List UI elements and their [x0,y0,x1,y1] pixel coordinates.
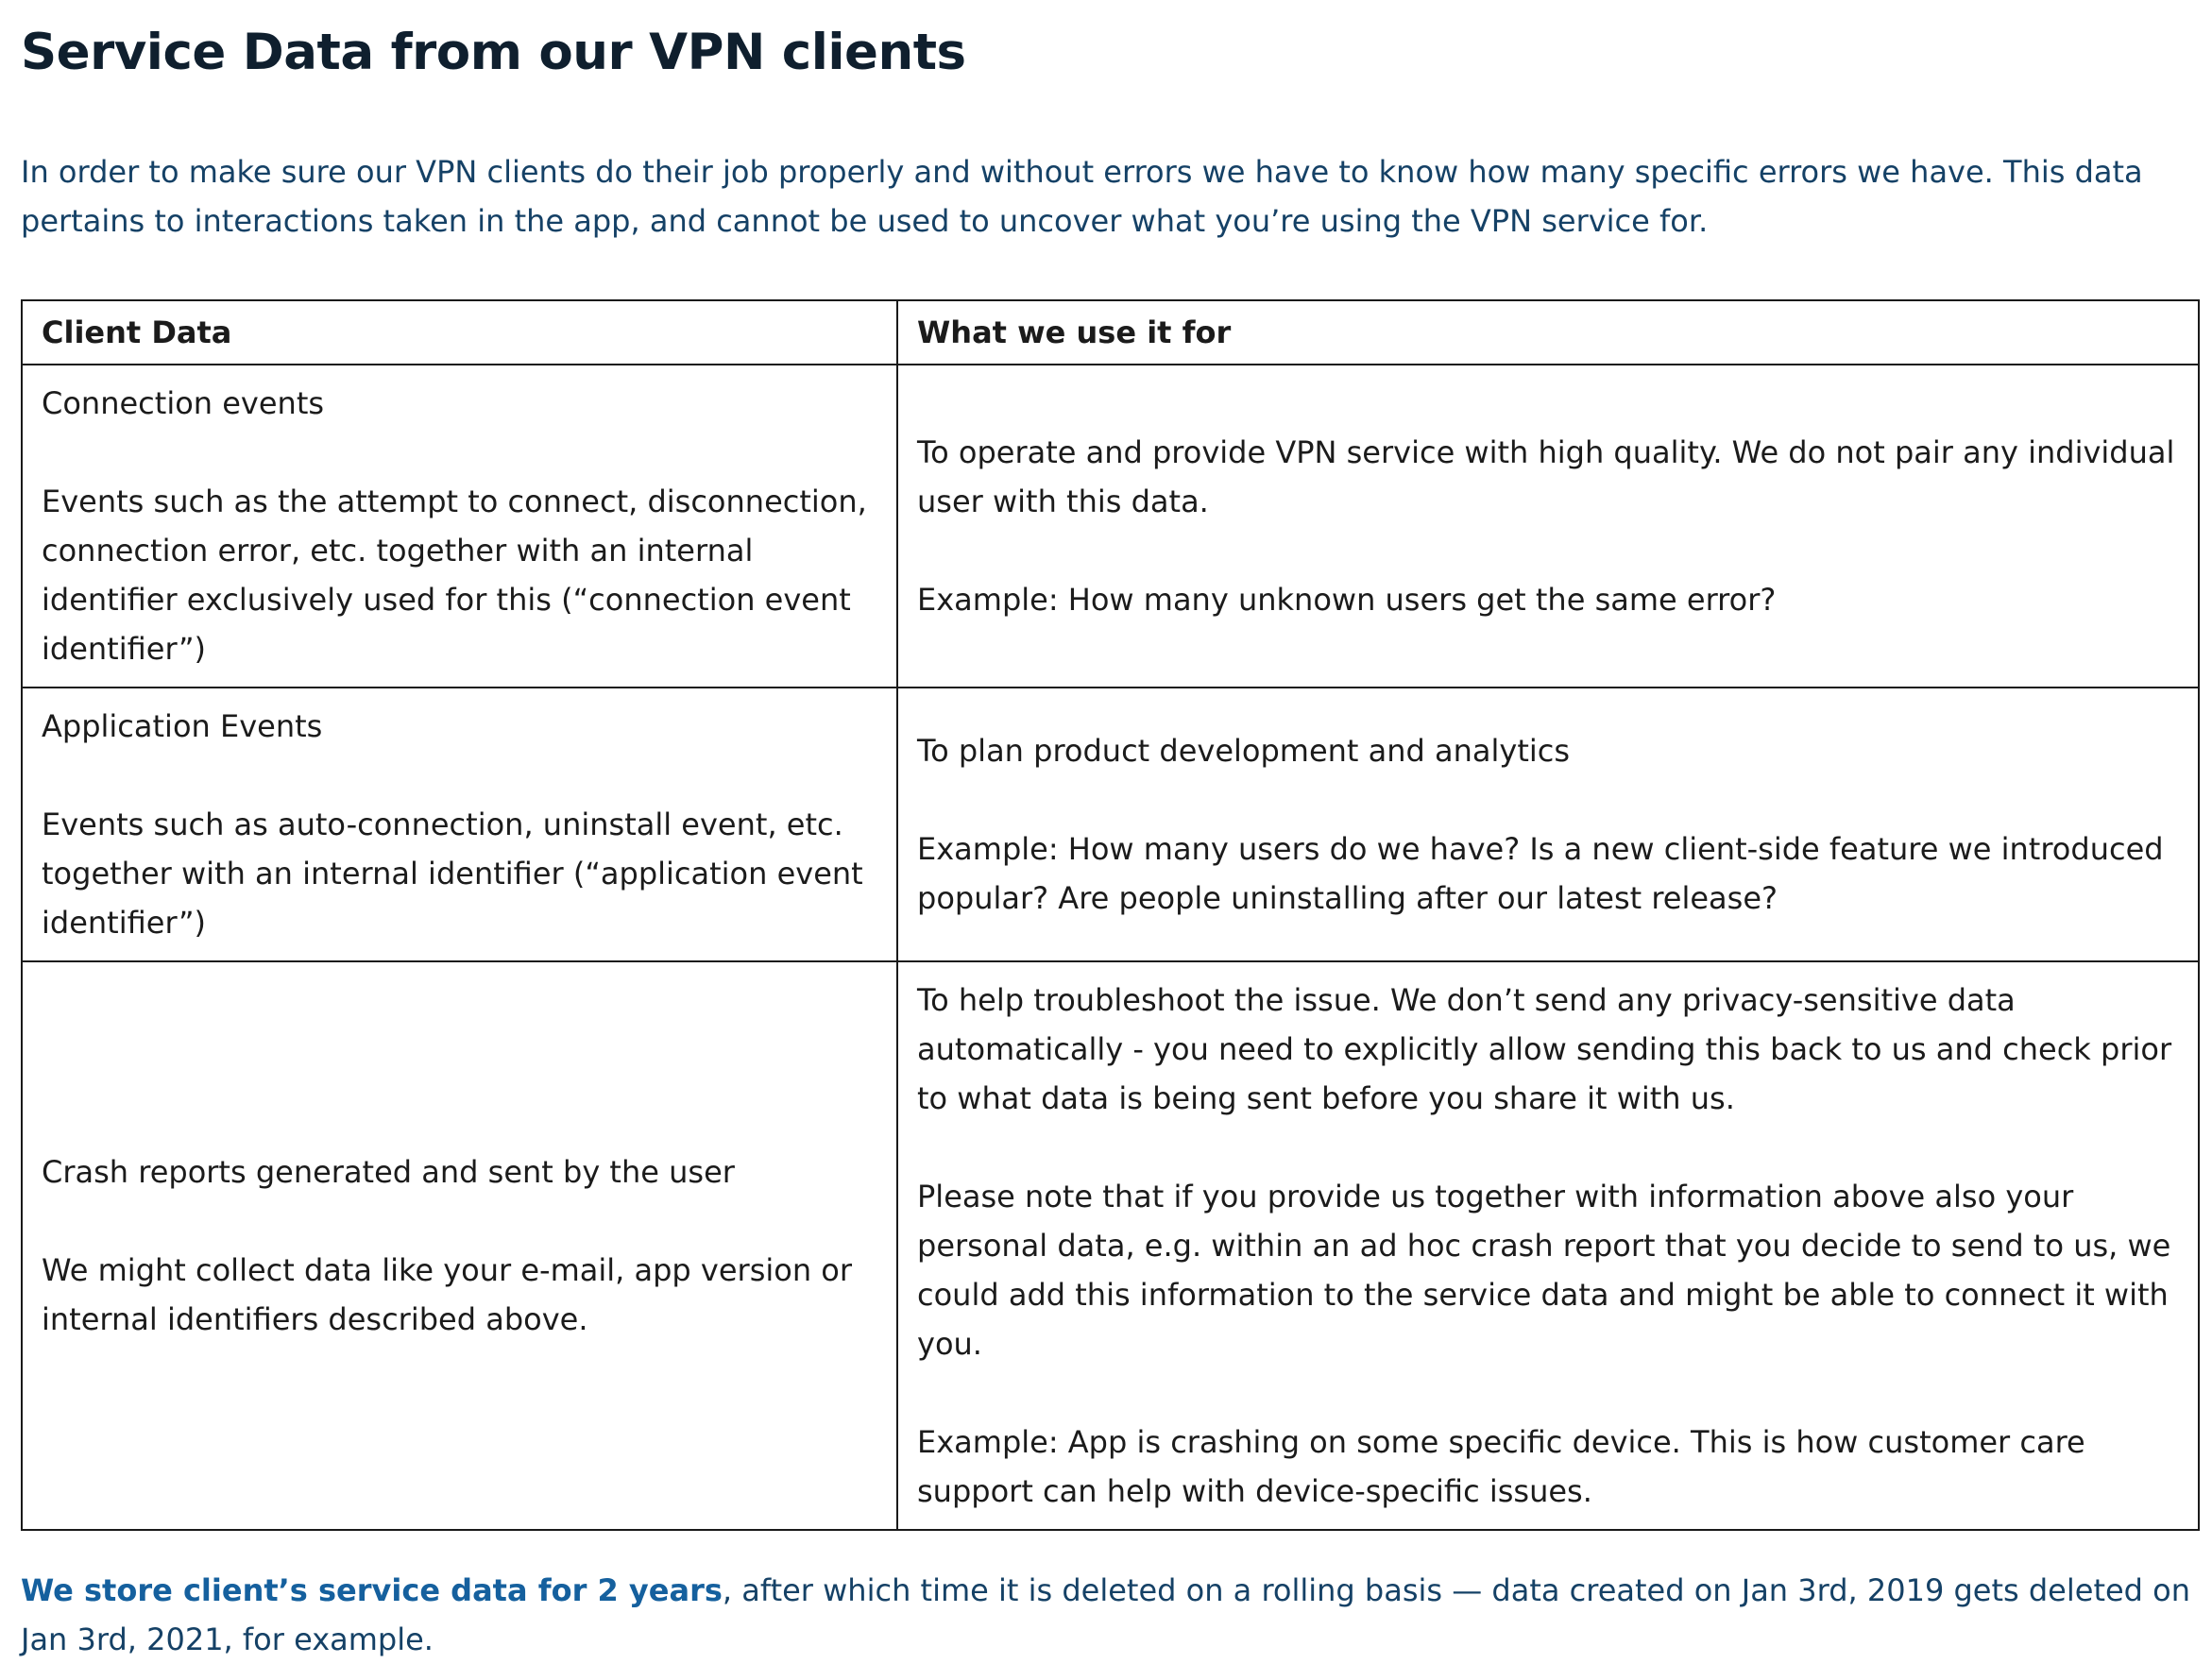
usage-paragraph: Please note that if you provide us together with information above also your personal data, e.g. within an ad hoc crash report that you decide to send to us, we could add this information to the service data and might be able to connect it with you. [917,1179,2171,1362]
data-type-description: Events such as auto-connection, uninstall event, etc. together with an internal identifier (“application event identifier”) [42,807,863,941]
usage-cell [897,961,2199,1530]
client-data-cell [22,365,897,688]
table-header-row [22,300,2199,365]
usage-paragraph: To operate and provide VPN service with high quality. We do not pair any individual user with this data. [917,434,2175,519]
data-type-title: Crash reports generated and sent by the user [42,1154,735,1190]
table-row [22,688,2199,961]
usage-example: Example: How many unknown users get the same error? [917,582,1777,618]
usage-paragraph: To plan product development and analytics [917,733,1571,769]
usage-paragraph: To help troubleshoot the issue. We don’t send any privacy-sensitive data automatically - you need to explicitly allow sending this back to us and check prior to what data is being sent before you share it with us. [917,982,2172,1116]
client-data-table [21,299,2200,1531]
page-title: Service Data from our VPN clients [21,24,966,81]
intro-paragraph: In order to make sure our VPN clients do their job properly and without errors we have to know how many specific errors we have. This data pertains to interactions taken in the app, and cannot be used to uncover what you’re using the VPN service for. [21,154,2143,239]
data-type-title: Application Events [42,708,323,744]
usage-example: Example: How many users do we have? Is a new client-side feature we introduced popular? Are people uninstalling after our latest release? [917,831,2164,916]
client-data-cell [22,688,897,961]
header-what-we-use-it-for: What we use it for [897,300,2199,365]
retention-text: , after which time it is deleted on a rolling basis — data created on Jan 3rd, 2019 gets deleted on Jan 3rd, 2021, for example. [21,1572,2191,1657]
retention-highlight: We store client’s service data for 2 years [21,1572,723,1608]
usage-example: Example: App is crashing on some specific device. This is how customer care support can help with device-specific issues. [917,1424,2085,1509]
usage-cell [897,365,2199,688]
header-client-data: Client Data [22,300,897,365]
table-row [22,365,2199,688]
data-type-description: We might collect data like your e-mail, app version or internal identifiers described above. [42,1252,853,1337]
data-type-title: Connection events [42,385,325,421]
data-type-description: Events such as the attempt to connect, disconnection, connection error, etc. together with an internal identifier exclusively used for this (“connection event identifier”) [42,484,867,667]
table-row [22,961,2199,1530]
client-data-cell [22,961,897,1530]
retention-note [21,1566,2193,1664]
usage-cell [897,688,2199,961]
